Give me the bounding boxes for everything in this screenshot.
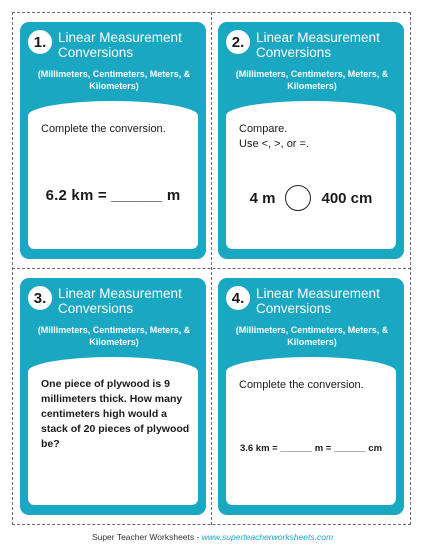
card-subtitle: (Millimeters, Centimeters, Meters, & Kilometers): [235, 69, 389, 91]
compare-circle-icon: [285, 185, 311, 211]
comparison-problem: [226, 183, 396, 213]
question-panel: [28, 357, 198, 505]
instruction-line-2: Use <, >, or =.: [239, 138, 310, 150]
question-panel: [226, 101, 396, 249]
card-title: Linear Measurement Conversions: [58, 30, 182, 60]
footer: [0, 532, 425, 542]
conversion-problem: 3.6 km = ______ m = ______ cm: [239, 443, 383, 454]
card-title: Linear Measurement Conversions: [256, 286, 380, 316]
card-subtitle: (Millimeters, Centimeters, Meters, & Kilometers): [235, 325, 389, 347]
card-number: 4.: [226, 286, 250, 310]
instruction: [239, 122, 389, 152]
task-card-1: [20, 22, 206, 259]
conversion-problem: 6.2 km = ______ m: [45, 187, 181, 204]
card-title: Linear Measurement Conversions: [256, 30, 380, 60]
right-value: 400 cm: [321, 189, 373, 207]
instruction: Complete the conversion.: [239, 379, 364, 391]
question-panel: [28, 101, 198, 249]
task-card-3: [20, 278, 206, 515]
instruction-line-1: Compare.: [239, 123, 288, 135]
card-number: 3.: [28, 286, 52, 310]
card-number: 1.: [28, 30, 52, 54]
card-subtitle: (Millimeters, Centimeters, Meters, & Kilometers): [37, 69, 191, 91]
task-card-4: [218, 278, 404, 515]
card-subtitle: (Millimeters, Centimeters, Meters, & Kilometers): [37, 325, 191, 347]
task-card-2: [218, 22, 404, 259]
horizontal-cut-line: [12, 268, 411, 269]
card-title: Linear Measurement Conversions: [58, 286, 182, 316]
card-number: 2.: [226, 30, 250, 54]
instruction: Complete the conversion.: [41, 123, 166, 135]
footer-brand: Super Teacher Worksheets -: [91, 532, 202, 542]
footer-url: www.superteacherworksheets.com: [201, 532, 334, 542]
left-value: 4 m: [249, 189, 276, 207]
question-panel: [226, 357, 396, 505]
word-problem: One piece of plywood is 9 millimeters thick. How many centimeters high would a stack of 20 pieces of plywood be?: [41, 378, 190, 450]
